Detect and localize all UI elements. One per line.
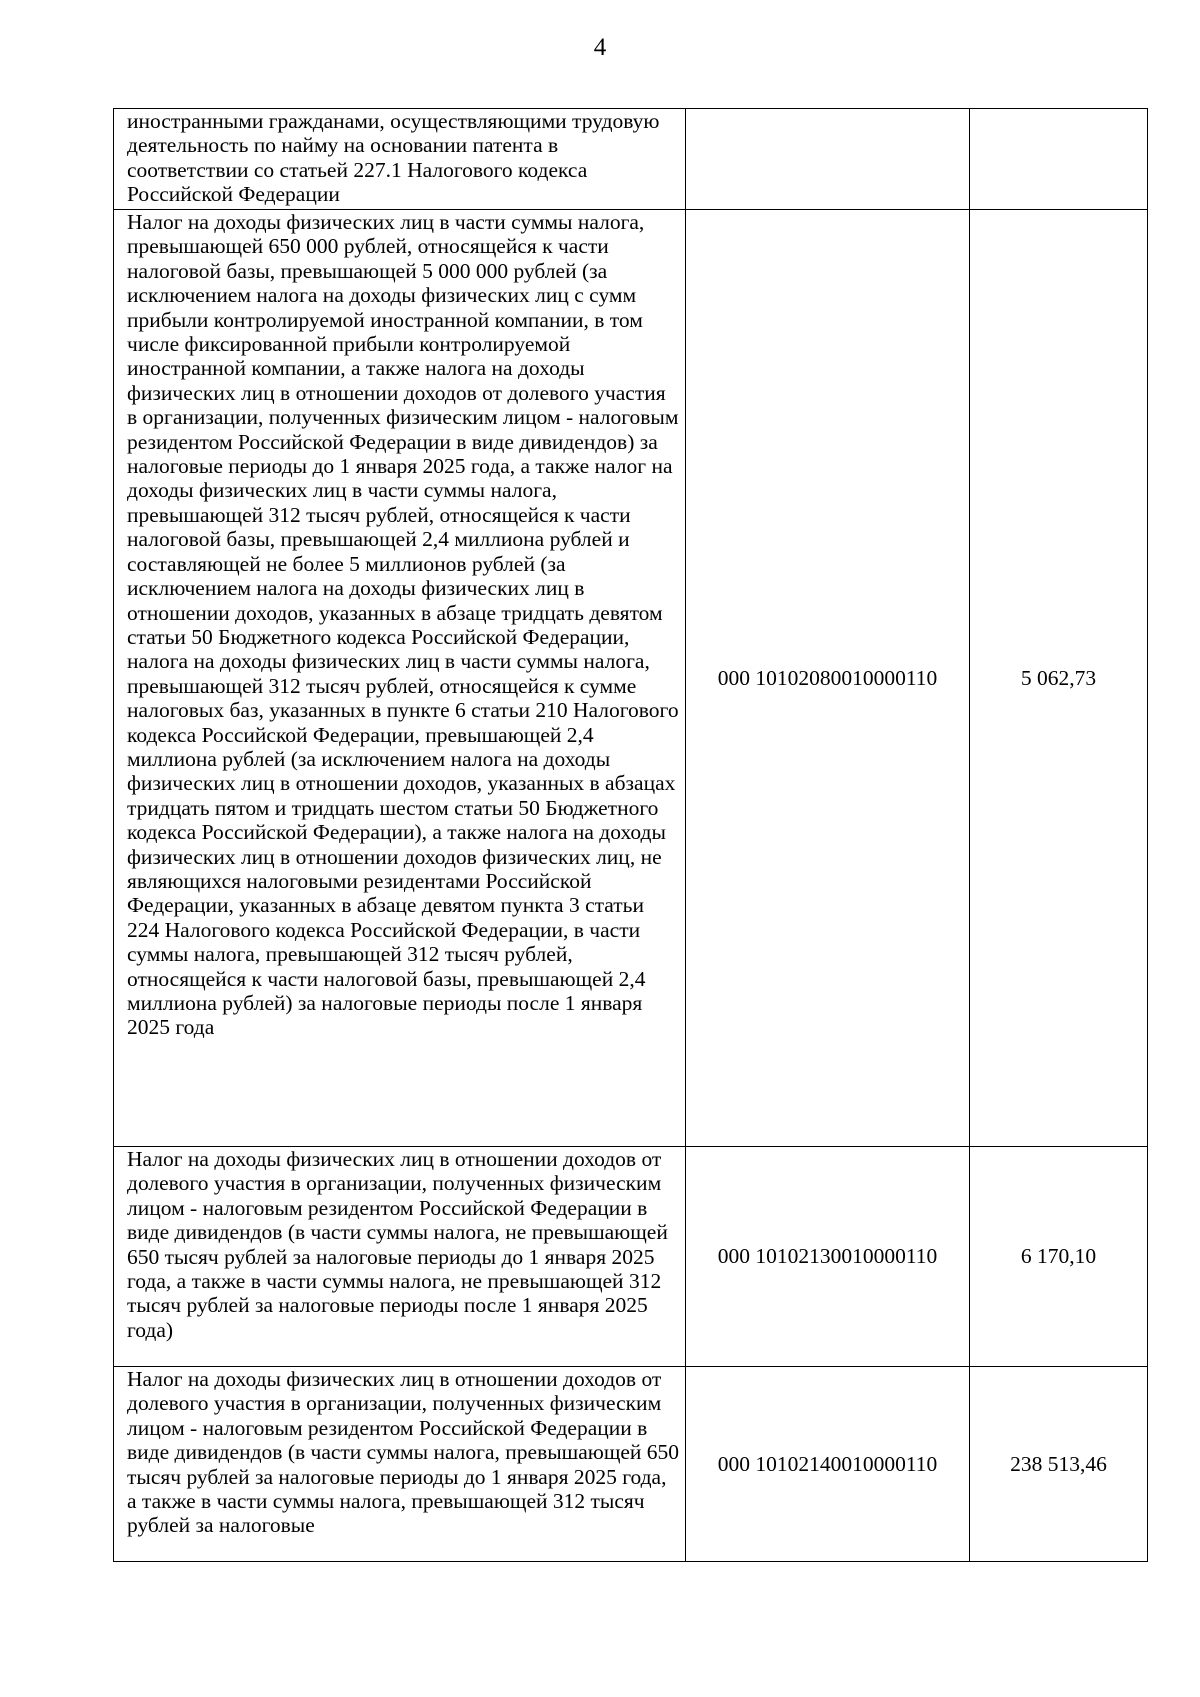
revenue-name-cell: Налог на доходы физических лиц в отношении доходов от долевого участия в организации, полученных физическим лицом - налоговым резидентом Российской Федерации в виде дивидендов (в части суммы налога, не превышающей 650 тысяч рублей за налоговые периоды до 1 января 2025 года, а также в части суммы налога, не превышающей 312 тысяч рублей за налоговые периоды после 1 января 2025 года): [114, 1147, 686, 1367]
revenue-table: [113, 108, 1148, 1562]
amount-cell: [970, 109, 1148, 210]
amount-cell: 6 170,10: [970, 1147, 1148, 1367]
table-row: [114, 1367, 1148, 1562]
classification-code-cell: 000 10102130010000110: [686, 1147, 970, 1367]
classification-code-cell: [686, 109, 970, 210]
classification-code-cell: 000 10102080010000110: [686, 210, 970, 1147]
classification-code-cell: 000 10102140010000110: [686, 1367, 970, 1562]
revenue-name-cell: Налог на доходы физических лиц в отношении доходов от долевого участия в организации, полученных физическим лицом - налоговым резидентом Российской Федерации в виде дивидендов (в части суммы налога, превышающей 650 тысяч рублей за налоговые периоды до 1 января 2025 года, а также в части суммы налога, превышающей 312 тысяч рублей за налоговые: [114, 1367, 686, 1562]
amount-cell: 238 513,46: [970, 1367, 1148, 1562]
revenue-name-cell: иностранными гражданами, осуществляющими трудовую деятельность по найму на основании патента в соответствии со статьей 227.1 Налогового кодекса Российской Федерации: [114, 109, 686, 210]
table-row: [114, 1147, 1148, 1367]
table-row: [114, 210, 1148, 1147]
amount-cell: 5 062,73: [970, 210, 1148, 1147]
revenue-name-cell: Налог на доходы физических лиц в части суммы налога, превышающей 650 000 рублей, относящейся к части налоговой базы, превышающей 5 000 000 рублей (за исключением налога на доходы физических лиц с сумм прибыли контролируемой иностранной компании, в том числе фиксированной прибыли контролируемой иностранной компании, а также налога на доходы физических лиц в отношении доходов от долевого участия в организации, полученных физическим лицом - налоговым резидентом Российской Федерации в виде дивидендов) за налоговые периоды до 1 января 2025 года, а также налог на доходы физических лиц в части суммы налога, превышающей 312 тысяч рублей, относящейся к части налоговой базы, превышающей 2,4 миллиона рублей и составляющей не более 5 миллионов рублей (за исключением налога на доходы физических лиц в отношении доходов, указанных в абзаце тридцать девятом статьи 50 Бюджетного кодекса Российской Федерации, налога на доходы физических лиц в части суммы налога, превышающей 312 тысяч рублей, относящейся к сумме налоговых баз, указанных в пункте 6 статьи 210 Налогового кодекса Российской Федерации, превышающей 2,4 миллиона рублей (за исключением налога на доходы физических лиц в отношении доходов, указанных в абзацах тридцать пятом и тридцать шестом статьи 50 Бюджетного кодекса Российской Федерации), а также налога на доходы физических лиц в отношении доходов физических лиц, не являющихся налоговыми резидентами Российской Федерации, указанных в абзаце девятом пункта 3 статьи 224 Налогового кодекса Российской Федерации, в части суммы налога, превышающей 312 тысяч рублей, относящейся к части налоговой базы, превышающей 2,4 миллиона рублей) за налоговые периоды после 1 января 2025 года: [114, 210, 686, 1147]
table-row: [114, 109, 1148, 210]
page-number: 4: [593, 34, 607, 61]
